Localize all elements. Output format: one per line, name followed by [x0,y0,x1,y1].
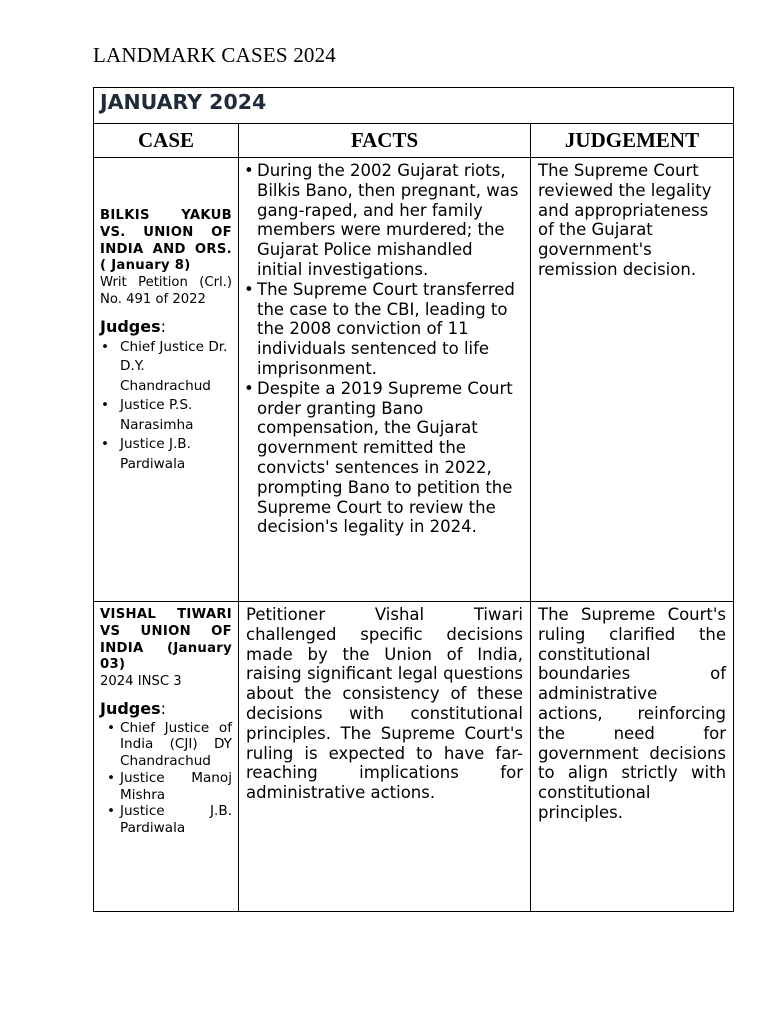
judge-name: Justice J.B. Pardiwala [120,803,232,836]
case-title: BILKIS YAKUB VS. UNION OF INDIA AND ORS. ( January 8) [100,208,232,274]
list-item [106,720,232,770]
judges-list [100,338,232,475]
judges-colon: : [160,316,167,336]
judge-name: Justice Manoj Mishra [120,769,232,803]
judge-name: Chief Justice Dr. D.Y. Chandrachud [120,338,228,394]
list-item [100,435,232,474]
bullet-icon: • [244,279,254,299]
header-row [94,124,734,158]
list-item [106,803,232,836]
facts-list [246,161,523,537]
list-item [100,338,232,397]
bullet-icon: • [101,397,110,414]
case-title: VISHAL TIWARI VS UNION OF INDIA (January 03) [100,607,232,673]
month-row [94,88,734,124]
bullet-icon: • [244,378,254,398]
fact-text: Petitioner Vishal Tiwari challenged specific decisions made by the Union of India, raising significant legal questions about the consistency of these decisions with constitutional principles. The Supreme Court's ruling is expected to have far-reaching implications for administrative actions. [246,605,523,803]
bullet-icon: • [107,719,116,736]
judges-label: Judges [100,698,161,718]
list-item [246,280,523,379]
judgement-cell [531,602,734,912]
facts-cell [239,158,531,602]
table-row [94,602,734,912]
judges-label: Judges [100,316,161,336]
list-item [246,161,523,280]
judge-name: Chief Justice of India (CJI) DY Chandrachud [120,719,232,770]
case-citation: 2024 INSC 3 [100,674,182,690]
judgement-text: The Supreme Court's ruling clarified the constitutional boundaries of administrative actions, reinforcing the need for government decisions to align strictly with constitutional principles. [538,605,727,822]
bullet-icon: • [244,161,254,180]
landmark-cases-table [93,87,734,912]
case-cell [94,602,239,912]
list-item [100,396,232,435]
bullet-icon: • [107,769,116,786]
judge-name: Justice P.S. Narasimha [120,397,194,433]
fact-text: The Supreme Court transferred the case to the CBI, leading to the 2008 conviction of 11 individuals sentenced to life imprisonment. [257,279,515,378]
facts-cell [239,602,531,912]
column-header-facts: FACTS [239,124,531,158]
bullet-icon: • [101,338,110,355]
document-title: LANDMARK CASES 2024 [93,43,336,67]
month-heading: JANUARY 2024 [94,88,734,124]
list-item [106,770,232,803]
case-citation: Writ Petition (Crl.) No. 491 of 2022 [100,275,232,307]
fact-text: Despite a 2019 Supreme Court order granting Bano compensation, the Gujarat government remitted the convicts' sentences in 2022, prompting Bano to petition the Supreme Court to review the decision's legality in 2024. [257,378,513,537]
column-header-case: CASE [94,124,239,158]
bullet-icon: • [107,803,116,820]
table-row [94,158,734,602]
judges-heading [100,698,232,718]
judges-list [106,720,232,837]
bullet-icon: • [101,436,110,453]
case-cell [94,158,239,602]
judgement-text: The Supreme Court reviewed the legality and appropriateness of the Gujarat government's remission decision. [538,161,712,279]
judges-colon: : [160,698,167,718]
judgement-cell [531,158,734,602]
judges-heading [100,316,232,336]
judge-name: Justice J.B. Pardiwala [120,436,191,472]
column-header-judgement: JUDGEMENT [531,124,734,158]
fact-text: During the 2002 Gujarat riots, Bilkis Bano, then pregnant, was gang-raped, and her family members were murdered; the Gujarat Police mishandled initial investigations. [257,161,519,279]
list-item [246,379,523,537]
